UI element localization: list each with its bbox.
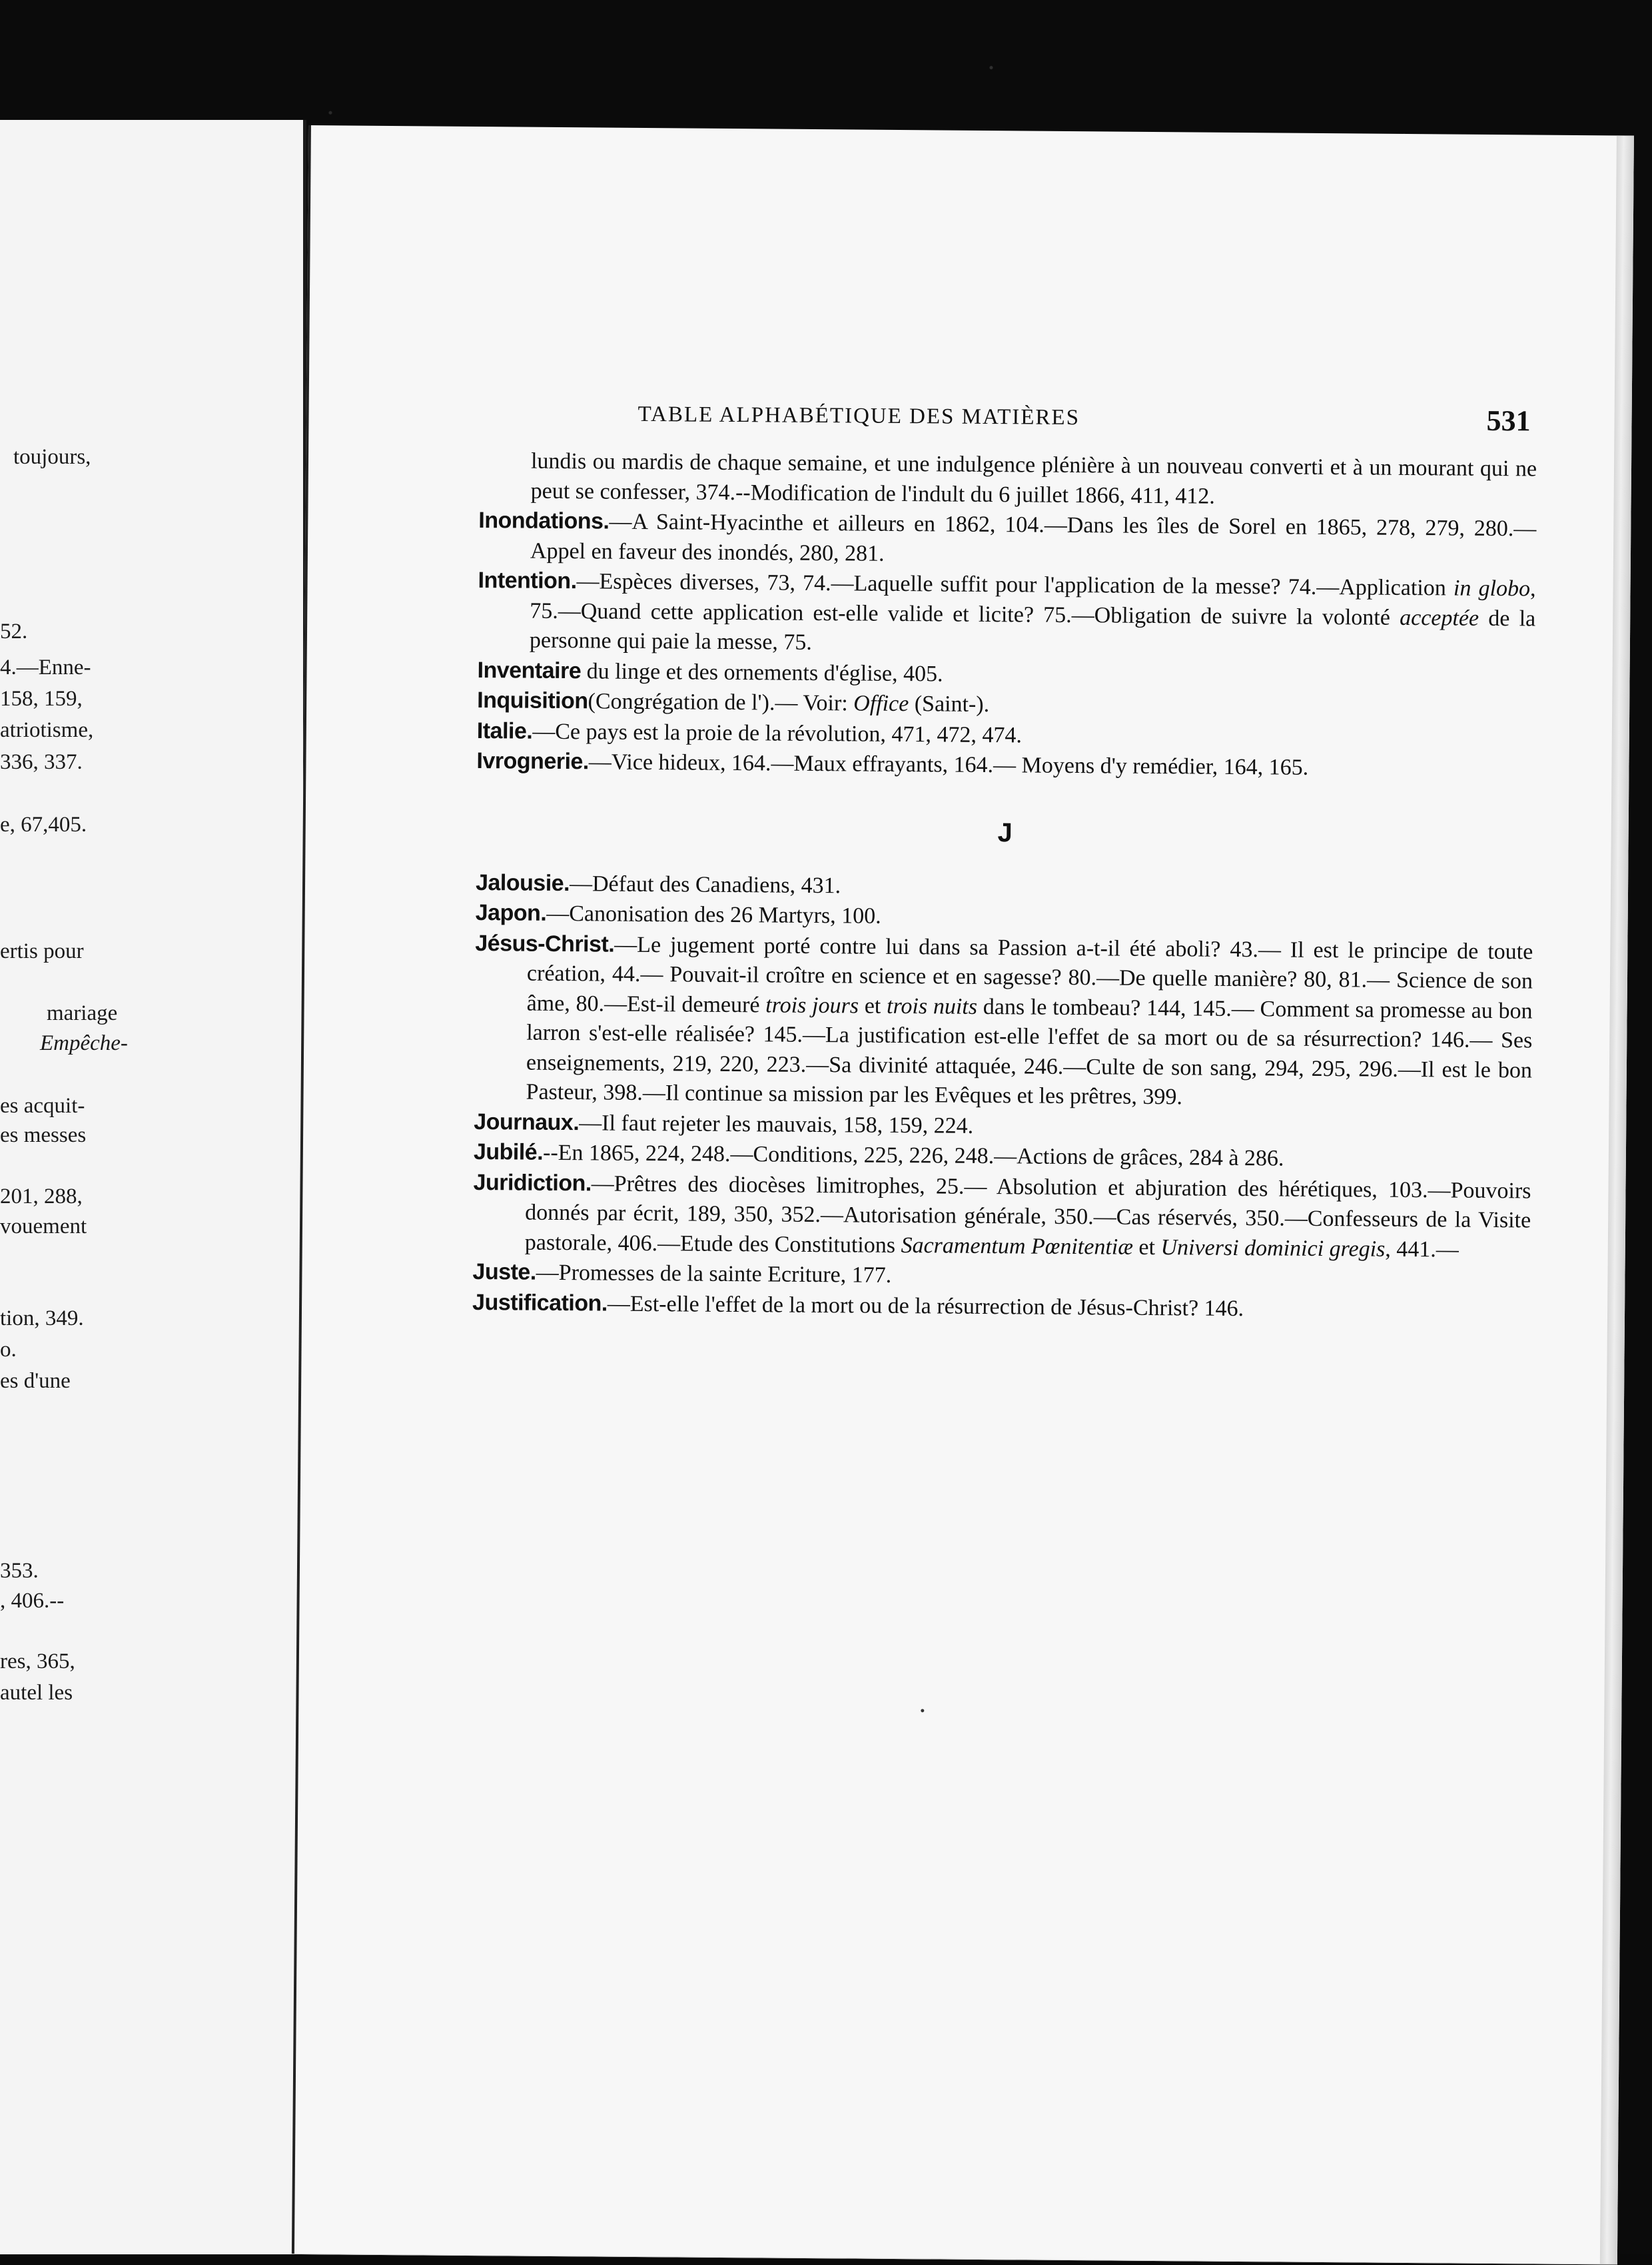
index-entry-jesus-christ [474,929,1533,1115]
entry-italic-text: trois nuits [886,993,978,1019]
entry-italic-text: trois jours [765,992,859,1019]
facing-page-fragment: 336, 337. [0,750,83,774]
entry-heading: Inquisition [477,687,588,714]
facing-page-fragment: vouement [0,1214,87,1238]
entry-text: , 441.— [1385,1236,1459,1262]
entry-heading: Inondations. [478,508,610,534]
facing-page-fragment: , 406.-- [0,1589,65,1613]
entry-text: --En 1865, 224, 248.—Conditions, 225, 226, 248.—Actions de grâces, 284 à 286. [542,1140,1284,1171]
facing-page-fragment: e, 67,405. [0,813,87,837]
entry-text: de la personne qui paie la messe, 75. [529,606,1536,655]
index-entry-juridiction [473,1167,1531,1265]
entry-text: et [858,993,887,1019]
facing-page-fragment: 353. [0,1559,39,1583]
running-header [637,397,1530,444]
entry-text: et [1132,1234,1161,1260]
entry-heading: Juste. [472,1258,536,1285]
facing-page-fragment: es acquit- [0,1094,85,1118]
entry-heading: Jubilé. [473,1138,544,1165]
entry-heading: Justification. [472,1289,608,1316]
entry-text: , 75.—Quand cette application est-elle valide et licite? 75.—Obligation de suivre la volonté [530,576,1536,630]
facing-page-fragment: es messes [0,1123,87,1147]
facing-page-fragment: 201, 288, [0,1184,83,1208]
entry-text: —Il faut rejeter les mauvais, 158, 159, 224. [579,1110,974,1138]
index-content [472,446,1537,1326]
entry-text: —Canonisation des 26 Martyrs, 100. [546,901,881,929]
index-page [292,125,1634,2265]
facing-page-fragment: 4.—Enne- [0,656,91,680]
facing-page-fragment: Empêche- [40,1031,128,1055]
entry-text: —A Saint-Hyacinthe et ailleurs en 1862, 104.—Dans les îles de Sorel en 1865, 278, 279, 280.—Appel en faveur des inondés, 280, 281. [530,509,1537,566]
facing-page-fragment: o. [0,1338,17,1362]
page-bottom-edge [292,2254,1617,2265]
entry-italic-text: acceptée [1400,605,1479,631]
index-entry-intention [478,566,1536,664]
entry-text: lundis ou mardis de chaque semaine, et une indulgence plénière à un nouveau converti et à un mourant qui ne peut se confesser, 374.--Modification de l'indult du 6 juillet 1866, 411, 412. [530,448,1537,509]
entry-text: —Le jugement porté contre lui dans sa Passion a-t-il été aboli? 43.— Il est le principe de toute création, 44.— Pouvait-il croître en science et en sagesse? 80.—De quelle manière? 80, 81.— Science de son âme, 80.—Est-il demeuré [526,932,1533,1017]
entry-text: —Vice hideux, 164.—Maux effrayants, 164.— Moyens d'y remédier, 164, 165. [588,749,1309,780]
running-title: TABLE ALPHABÉTIQUE DES MATIÈRES [637,402,1080,430]
section-letter: J [997,817,1013,847]
entry-text: (Congrégation de l').— Voir: [588,689,854,716]
facing-page-fragment: autel les [0,1681,73,1705]
facing-page-fragment: mariage [47,1001,118,1025]
entry-heading: Jésus-Christ. [475,930,615,957]
entry-heading: Ivrognerie. [476,748,590,775]
entry-text: —Ce pays est la proie de la révolution, 471, 472, 474. [532,719,1023,747]
page-number: 531 [1486,404,1531,438]
index-entry-continuation [479,446,1537,514]
entry-text: —Défaut des Canadiens, 431. [569,871,841,898]
entry-text: —Espèces diverses, 73, 74.—Laquelle suffit pour l'application de la messe? 74.—Application [576,569,1454,601]
entry-italic-text: Office [853,691,909,717]
entry-text: —Prêtres des diocèses limitrophes, 25.— Absolution et abjuration des hérétiques, 103.—Pouvoirs donnés par écrit, 189, 350, 352.—Autorisation générale, 350.—Cas réservés, 350.—Confesseurs de la Visite pastorale, 406.—Etude des Constitutions [524,1170,1531,1258]
entry-italic-text: Sacramentum Pœnitentiæ [901,1232,1134,1260]
facing-page-fragment: tion, 349. [0,1306,84,1330]
facing-page-fragment: ertis pour [0,939,84,963]
entry-text: (Saint-). [909,691,990,717]
entry-heading: Japon. [475,900,547,926]
entry-heading: Intention. [478,568,577,594]
facing-page-fragment: 158, 159, [0,687,83,711]
facing-page-fragment: atriotisme, [0,718,94,742]
entry-heading: Inventaire [477,657,582,683]
facing-page-fragment: toujours, [13,445,91,469]
entry-text: dans le tombeau? 144, 145.— Comment sa promesse au bon larron s'est-elle réalisée? 145.—La justification est-elle l'effet de sa mort ou de sa résurrection? 146.— Ses enseignements, 219, 220, 223.—Sa divinité attaquée, 246.—Culte de son sang, 294, 295, 296.—Il est le bon Pasteur, 398.—Il continue sa mission par les Evêques et les prêtres, 399. [526,994,1533,1110]
facing-page-left [0,120,306,2254]
entry-text: du linge et des ornements d'église, 405. [581,658,943,687]
entry-italic-text: in globo [1453,576,1531,602]
paper-speck [921,1709,924,1712]
facing-page-fragment: 52. [0,620,28,644]
index-entry-inondations [478,506,1537,574]
entry-heading: Jalousie. [475,869,570,896]
entry-text: —Est-elle l'effet de la mort ou de la résurrection de Jésus-Christ? 146. [607,1291,1244,1321]
entry-heading: Journaux. [474,1109,580,1135]
entry-heading: Juridiction. [473,1169,592,1196]
entry-italic-text: Universi dominici gregis [1160,1234,1386,1262]
entry-text: —Promesses de la sainte Ecriture, 177. [536,1260,892,1288]
entry-heading: Italie. [476,717,533,744]
facing-page-fragment: res, 365, [0,1649,75,1673]
facing-page-fragment: es d'une [0,1369,71,1393]
